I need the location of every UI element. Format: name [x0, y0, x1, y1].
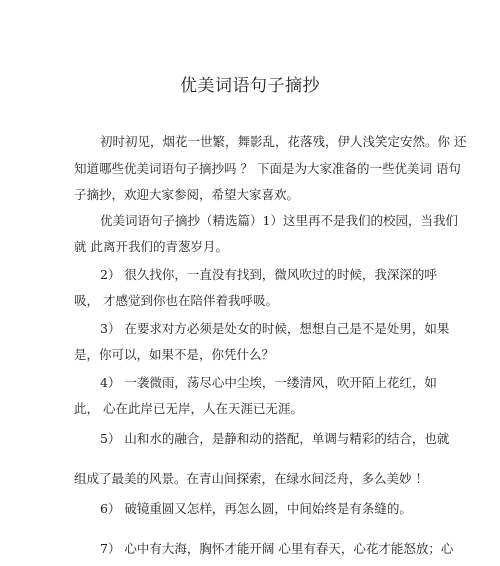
- paragraph-line: 就 此离开我们的青葱岁月。: [74, 239, 228, 254]
- paragraph-line: 初时初见，烟花一世繁，舞影乱，花落残，伊人浅笑定安然。你 还: [100, 134, 467, 149]
- list-item-line: 4） 一袭微雨，荡尽心中尘埃，一缕清风，吹开陌上花红，如: [100, 375, 437, 390]
- paragraph-line: 知道哪些优美词语句子摘抄吗 ？ 下面是为大家准备的一些优美词 语句: [74, 161, 461, 176]
- paragraph-line: 优美词语句子摘抄（精选篇）1）这里再不是我们的校园，当我们: [100, 213, 458, 228]
- page-title: 优美词语句子摘抄: [180, 76, 320, 96]
- list-item-line: 5） 山和水的融合，是静和动的搭配，单调与精彩的结合，也就: [100, 431, 450, 446]
- list-item-line: 吸， 才感觉到你也在陪伴着我呼吸。: [74, 293, 278, 308]
- paragraph-line: 子摘抄，欢迎大家参阅，希望大家喜欢。: [74, 187, 300, 202]
- list-item-line: 7） 心中有大海，胸怀才能开阔 心里有春天，心花才能怒放；心: [100, 541, 454, 556]
- list-item-line: 是，你可以，如果不是，你凭什么？: [74, 347, 275, 362]
- list-item-line: 2） 很久找你，一直没有找到，微风吹过的时候，我深深的呼: [100, 267, 437, 282]
- list-item-line: 此， 心在此岸已无岸，人在天涯已无涯。: [74, 401, 303, 416]
- list-item-line: 3） 在要求对方必须是处女的时候，想想自己是不是处男，如果: [100, 321, 450, 336]
- list-item-line: 6） 破镜重圆又怎样，再怎么圆，中间始终是有条缝的。: [100, 501, 412, 516]
- list-item-line: 组成了最美的风景。在青山间探索，在绿水间泛舟，多么美妙 ！: [74, 471, 428, 486]
